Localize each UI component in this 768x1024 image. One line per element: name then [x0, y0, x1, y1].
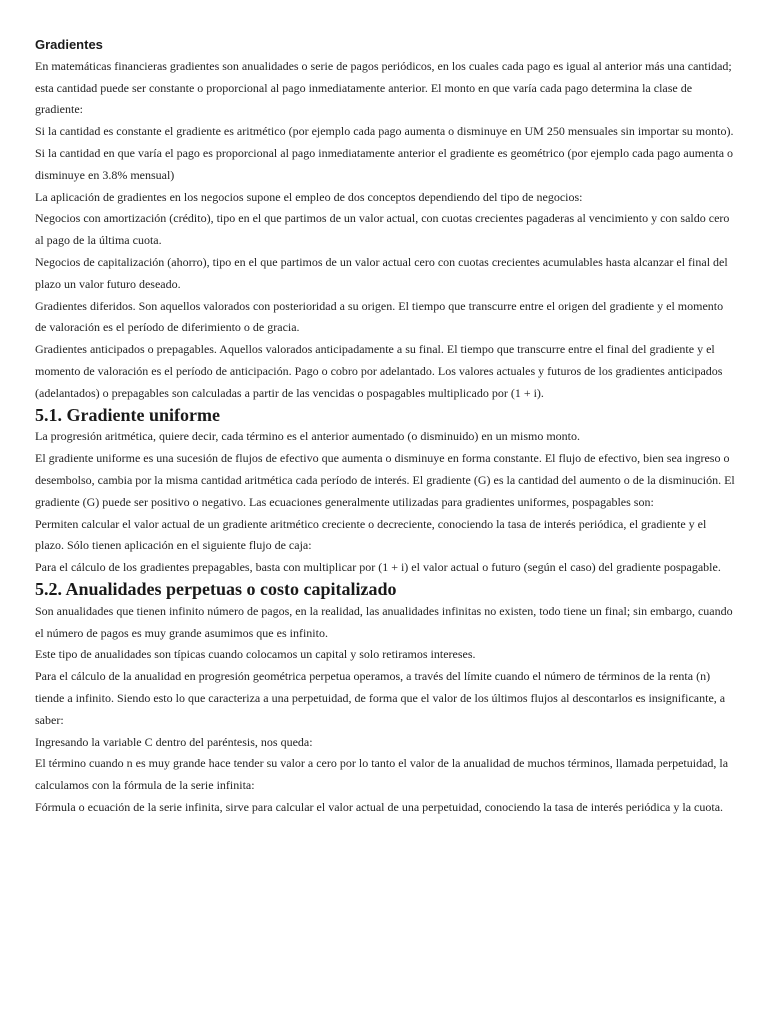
paragraph-aritmetico: Si la cantidad es constante el gradiente es aritmético (por ejemplo cada pago aumenta o disminuye en UM 250 mensuales sin importar su monto). — [35, 124, 734, 139]
document-title: Gradientes — [35, 37, 103, 52]
paragraph-diferidos: Gradientes diferidos. Son aquellos valorados con posterioridad a su origen. El tiempo que transcurre entre el origen del gradiente y el momento de valoración es el período de diferimiento o de gracia. — [35, 298, 724, 335]
paragraph-gradiente-uniforme: El gradiente uniforme es una sucesión de flujos de efectivo que aumenta o disminuye en forma constante. El flujo de efectivo, bien sea ingreso o desembolso, cambia por la misma cantidad aritmética cada período de interés. El gradiente (G) es la cantidad del aumento o de la disminución. El gradiente (G) puede ser positivo o negativo. Las ecuaciones generalmente utilizadas para gradientes uniformes, pospagables son: — [35, 451, 735, 509]
paragraph-prepagables: Para el cálculo de los gradientes prepagables, basta con multiplicar por (1 + i) el valor actual o futuro (según el caso) del gradiente pospagable. — [35, 560, 721, 575]
paragraph-anticipados: Gradientes anticipados o prepagables. Aquellos valorados anticipadamente a su final. El tiempo que transcurre entre el final del gradiente y el momento de valoración es el período de anticipación. Pago o cobro por adelantado. Los valores actuales y futuros de los gradientes anticipados (adelantados) o prepagables son calculadas a partir de las vencidas o pospagables multiplicado por (1 + i). — [35, 342, 723, 400]
paragraph-anualidades-infinitas: Son anualidades que tienen infinito número de pagos, en la realidad, las anualidades infinitas no existen, todo tiene un final; sin embargo, cuando el número de pagos es muy grande asumimos que es infinito. — [35, 603, 733, 640]
paragraph-intro: En matemáticas financieras gradientes son anualidades o serie de pagos periódicos, en los cuales cada pago es igual al anterior más una cantidad; esta cantidad puede ser constante o proporcional al pago inmediatamente anterior. El monto en que varía cada pago determina la clase de gradiente: — [35, 58, 732, 117]
paragraph-aplicacion: La aplicación de gradientes en los negocios supone el empleo de dos conceptos dependiendo del tipo de negocios: — [35, 189, 583, 204]
paragraph-progresion-geometrica: Para el cálculo de la anualidad en progresión geométrica perpetua operamos, a través del límite cuando el número de términos de la renta (n) tiende a infinito. Siendo esto lo que caracteriza a una perpetuidad, de forma que el valor de los últimos flujos al descontarlos es insignificante, a saber: — [35, 669, 726, 727]
paragraph-tipicas: Este tipo de anualidades son típicas cuando colocamos un capital y solo retiramos intereses. — [35, 647, 476, 662]
document-body — [35, 34, 735, 819]
section-heading-gradiente-uniforme: 5.1. Gradiente uniforme — [35, 404, 220, 425]
paragraph-formula: Fórmula o ecuación de la serie infinita, sirve para calcular el valor actual de una perpetuidad, conociendo la tasa de interés periódica y la cuota. — [35, 799, 724, 814]
paragraph-capitalizacion: Negocios de capitalización (ahorro), tipo en el que partimos de un valor actual cero con cuotas crecientes acumulables hasta alcanzar el final del plazo un valor futuro deseado. — [35, 254, 728, 291]
paragraph-amortizacion: Negocios con amortización (crédito), tipo en el que partimos de un valor actual, con cuotas crecientes pagaderas al vencimiento y con saldo cero al pago de la última cuota. — [35, 211, 730, 248]
paragraph-variable-c: Ingresando la variable C dentro del paréntesis, nos queda: — [35, 734, 313, 749]
paragraph-serie-infinita: El término cuando n es muy grande hace tender su valor a cero por lo tanto el valor de la anualidad de muchos términos, llamada perpetuidad, la calculamos con la fórmula de la serie infinita: — [35, 756, 729, 793]
paragraph-progresion: La progresión aritmética, quiere decir, cada término es el anterior aumentado (o disminuido) en un mismo monto. — [35, 429, 581, 444]
paragraph-geometrico: Si la cantidad en que varía el pago es proporcional al pago inmediatamente anterior el gradiente es geométrico (por ejemplo cada pago aumenta o disminuye en 3.8% mensual) — [35, 145, 734, 182]
section-heading-anualidades-perpetuas: 5.2. Anualidades perpetuas o costo capitalizado — [35, 578, 397, 599]
paragraph-valor-actual: Permiten calcular el valor actual de un gradiente aritmético creciente o decreciente, conociendo la tasa de interés periódica, el gradiente y el plazo. Sólo tienen aplicación en el siguiente flujo de caja: — [35, 516, 707, 553]
